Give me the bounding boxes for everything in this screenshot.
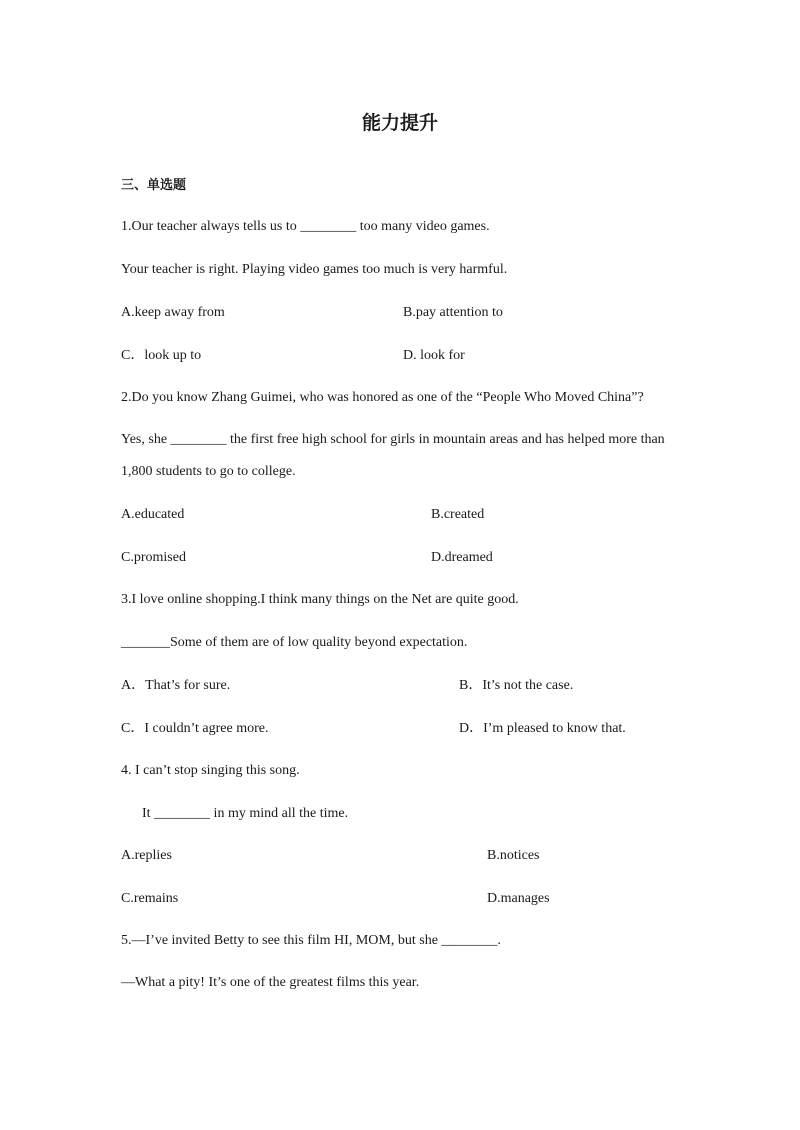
- question-3-option-b: B．It’s not the case.: [459, 678, 574, 693]
- question-3-response: _______Some of them are of low quality beyond expectation.: [121, 635, 468, 650]
- question-2-stem: 2.Do you know Zhang Guimei, who was honored as one of the “People Who Moved China”?: [121, 390, 644, 405]
- question-2-option-c: C.promised: [121, 550, 186, 565]
- question-1-stem: 1.Our teacher always tells us to ________ too many video games.: [121, 219, 490, 234]
- question-2-option-b: B.created: [431, 507, 485, 522]
- question-4-response: It ________ in my mind all the time.: [142, 806, 349, 821]
- question-3-option-a: A．That’s for sure.: [121, 678, 231, 693]
- question-3-option-d: D．I’m pleased to know that.: [459, 721, 626, 736]
- section-heading: 三、单选题: [121, 178, 187, 193]
- question-2-response-line1: Yes, she ________ the first free high school for girls in mountain areas and has helped more than: [121, 432, 665, 447]
- question-1-option-c: C．look up to: [121, 348, 202, 363]
- question-4-stem: 4. I can’t stop singing this song.: [121, 763, 300, 778]
- question-5-stem: 5.—I’ve invited Betty to see this film HI, MOM, but she ________.: [121, 933, 501, 948]
- question-4-option-a: A.replies: [121, 848, 172, 863]
- question-2-option-d: D.dreamed: [431, 550, 493, 565]
- question-4-option-b: B.notices: [487, 848, 540, 863]
- question-5-response: —What a pity! It’s one of the greatest films this year.: [121, 975, 420, 990]
- question-3-option-c: C．I couldn’t agree more.: [121, 721, 269, 736]
- question-1-option-a: A.keep away from: [121, 305, 225, 320]
- question-1-response: Your teacher is right. Playing video games too much is very harmful.: [121, 262, 508, 277]
- question-1-option-b: B.pay attention to: [403, 305, 503, 320]
- question-3-stem: 3.I love online shopping.I think many things on the Net are quite good.: [121, 592, 519, 607]
- question-1-option-d: D. look for: [403, 348, 465, 363]
- question-2-option-a: A.educated: [121, 507, 185, 522]
- question-4-option-d: D.manages: [487, 891, 550, 906]
- question-4-option-c: C.remains: [121, 891, 179, 906]
- question-2-response-line2: 1,800 students to go to college.: [121, 464, 296, 479]
- page-title: 能力提升: [361, 112, 438, 134]
